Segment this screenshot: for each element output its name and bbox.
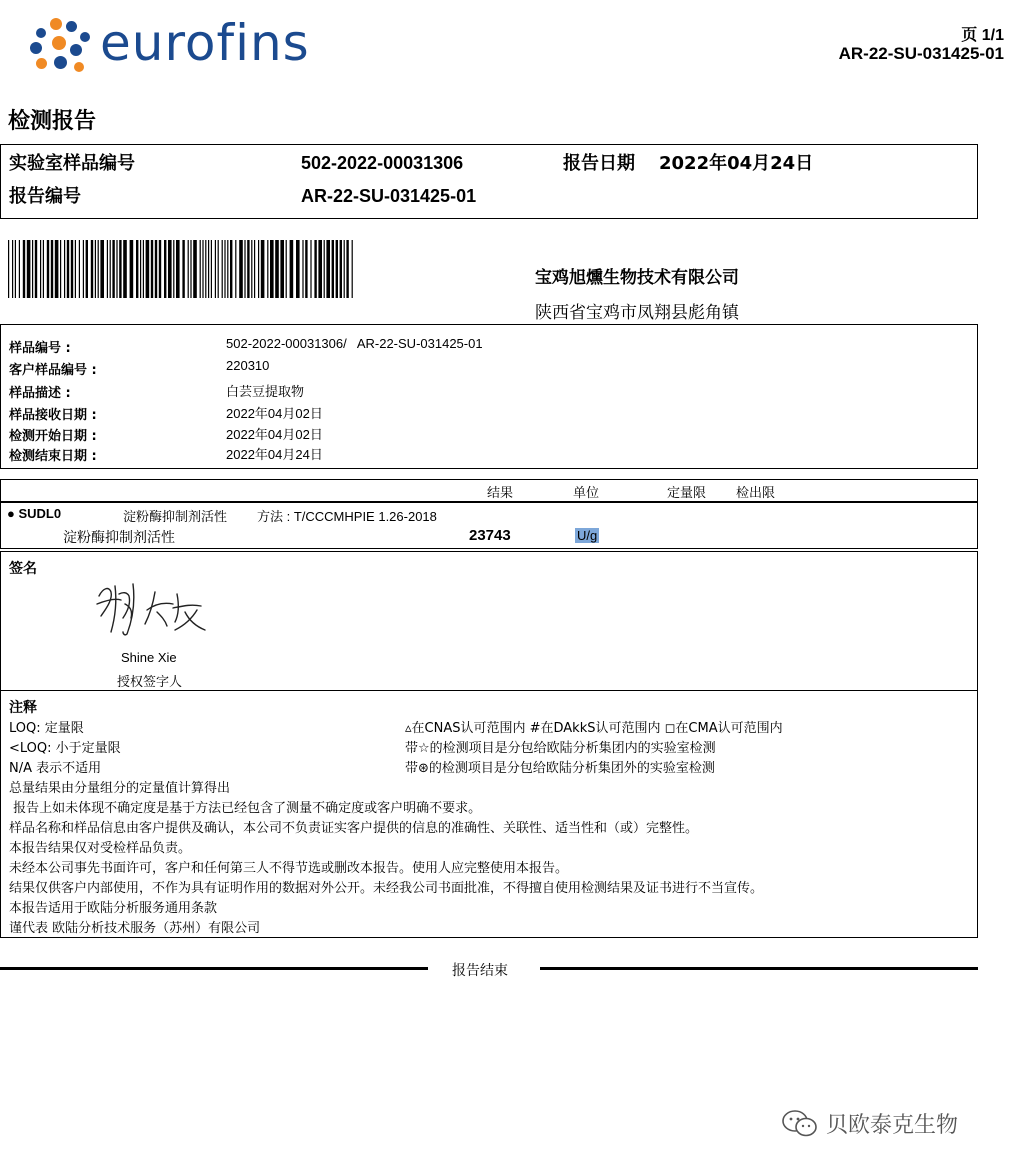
test-result: 23743: [469, 527, 511, 544]
barcode-bar: [205, 240, 206, 298]
barcode-bar: [86, 240, 88, 298]
barcode-bar: [155, 240, 157, 298]
barcode-bar: [296, 240, 300, 298]
barcode-bar: [208, 240, 209, 298]
barcode-bar: [151, 240, 153, 298]
barcode-bar: [35, 240, 37, 298]
signature-box: [0, 551, 978, 691]
barcode-bar: [15, 240, 16, 298]
results-box: [0, 502, 978, 549]
barcode-bar: [27, 240, 31, 298]
barcode-bar: [222, 240, 223, 298]
test-method: 方法 : T/CCCMHPIE 1.26-2018: [257, 509, 437, 524]
signature-image: [93, 574, 213, 640]
barcode-bar: [344, 240, 345, 298]
page-number: 页 1/1: [961, 27, 1004, 44]
barcode-bar: [23, 240, 25, 298]
sample-info-label: 检测开始日期 :: [9, 429, 97, 444]
barcode-bar: [305, 240, 307, 298]
barcode-bar: [173, 240, 174, 298]
barcode-bar: [83, 240, 84, 298]
barcode-bar: [130, 240, 134, 298]
barcode-bar: [119, 240, 121, 298]
note-line: 报告上如未体现不确定度是基于方法已经包含了测量不确定度或客户明确不要求。: [9, 801, 482, 816]
signer-name: Shine Xie: [121, 650, 177, 665]
note-scope: 带☆的检测项目是分包给欧陆分析集团内的实验室检测: [405, 741, 716, 756]
barcode-bar: [230, 240, 232, 298]
barcode-bar: [143, 240, 144, 298]
test-name: 淀粉酶抑制剂活性: [123, 510, 228, 525]
barcode-bar: [51, 240, 53, 298]
barcode-bar: [190, 240, 191, 298]
barcode-bar: [267, 240, 268, 298]
barcode-bar: [55, 240, 59, 298]
barcode-bar: [159, 240, 161, 298]
wechat-icon: [780, 1108, 820, 1140]
barcode-bar: [251, 240, 252, 298]
barcode-bar: [12, 240, 13, 298]
barcode-bar: [314, 240, 316, 298]
note-abbrev: LOQ: 定量限: [9, 721, 84, 736]
note-line: 总量结果由分量组分的定量值计算得出: [9, 781, 231, 796]
barcode-bar: [346, 240, 348, 298]
sample-info-label: 样品编号 :: [9, 341, 71, 356]
barcode-bar: [107, 240, 108, 298]
results-header-box: [0, 479, 978, 502]
barcode-bar: [40, 240, 41, 298]
test-code: ● SUDL0: [7, 506, 62, 521]
barcode-bar: [258, 240, 259, 298]
barcode-bar: [146, 240, 150, 298]
signature-heading: 签名: [9, 561, 37, 577]
end-rule-right: [540, 967, 978, 970]
sample-info-value: 2022年04月24日: [226, 447, 323, 462]
note-scope: 带⊛的检测项目是分包给欧陆分析集团外的实验室检测: [405, 761, 715, 776]
barcode-bar: [95, 240, 96, 298]
barcode-bar: [352, 240, 353, 298]
signer-role: 授权签字人: [117, 675, 183, 690]
note-abbrev: N/A 表示不适用: [9, 761, 102, 776]
barcode-bar: [310, 240, 311, 298]
barcode-bar: [211, 240, 212, 298]
barcode-bar: [318, 240, 322, 298]
barcode-bar: [275, 240, 279, 298]
barcode-bar: [215, 240, 216, 298]
col-unit: 单位: [573, 486, 600, 501]
barcode-bar: [188, 240, 189, 298]
notes-box: [0, 690, 978, 938]
notes-heading: 注释: [9, 700, 37, 716]
test-item: 淀粉酶抑制剂活性: [63, 530, 175, 546]
barcode-bar: [140, 240, 141, 298]
end-rule-left: [0, 967, 428, 970]
sample-info-value: 2022年04月02日: [226, 427, 323, 442]
sample-info-label: 客户样品编号 :: [9, 363, 97, 378]
barcode-bar: [336, 240, 338, 298]
note-line: 样品名称和样品信息由客户提供及确认，本公司不负责证实客户提供的信息的准确性、关联性、适当性和（或）完整性。: [9, 821, 699, 836]
sample-info-value: 白芸豆提取物: [226, 384, 305, 399]
barcode-bar: [193, 240, 197, 298]
barcode-bar: [79, 240, 80, 298]
note-line: 本报告结果仅对受检样品负责。: [9, 841, 192, 856]
eurofins-dots-logo-icon: [30, 18, 92, 76]
barcode-bar: [112, 240, 114, 298]
col-loq: 定量限: [667, 486, 707, 501]
client-address: 陕西省宝鸡市凤翔县彪角镇: [535, 303, 739, 323]
header-report-code: AR-22-SU-031425-01: [838, 44, 1004, 63]
barcode-bar: [98, 240, 99, 298]
sample-info-value: 2022年04月02日: [226, 406, 323, 421]
barcode-bar: [270, 240, 274, 298]
barcode-bar: [136, 240, 138, 298]
note-scope: ▵在CNAS认可范围内 #在DAkkS认可范围内 ◻在CMA认可范围内: [405, 721, 783, 736]
report-date-label: 报告日期: [563, 153, 635, 174]
sample-info-label: 样品描述 :: [9, 386, 71, 401]
barcode-bar: [60, 240, 61, 298]
barcode-bar: [32, 240, 33, 298]
barcode-bar: [67, 240, 69, 298]
barcode-icon: [8, 240, 358, 298]
barcode-bar: [116, 240, 117, 298]
barcode-bar: [8, 240, 9, 298]
eurofins-logo-text: eurofins: [100, 14, 310, 72]
barcode-bar: [261, 240, 265, 298]
barcode-bar: [326, 240, 330, 298]
barcode-bar: [71, 240, 73, 298]
barcode-bar: [91, 240, 93, 298]
report-no-value: AR-22-SU-031425-01: [301, 186, 477, 206]
sample-info-box: [0, 324, 978, 469]
col-result: 结果: [487, 486, 514, 501]
barcode-bar: [280, 240, 284, 298]
barcode-bar: [247, 240, 249, 298]
barcode-bar: [168, 240, 172, 298]
note-line: 未经本公司事先书面许可，客户和任何第三人不得节选或删改本报告。使用人应完整使用本报告。: [9, 861, 569, 876]
barcode-bar: [176, 240, 180, 298]
barcode-bar: [19, 240, 20, 298]
note-line: 结果仅供客户内部使用，不作为具有证明作用的数据对外公开。未经我公司书面批准，不得擅自使用检测结果及证书进行不当宣传。: [9, 881, 764, 896]
report-no-label: 报告编号: [9, 186, 81, 207]
barcode-bar: [227, 240, 228, 298]
barcode-bar: [182, 240, 184, 298]
barcode-bar: [43, 240, 44, 298]
barcode-bar: [332, 240, 334, 298]
barcode-bar: [244, 240, 245, 298]
barcode-bar: [123, 240, 127, 298]
barcode-bar: [218, 240, 219, 298]
sample-info-value: 220310: [226, 358, 270, 373]
barcode-bar: [324, 240, 325, 298]
barcode-bar: [110, 240, 111, 298]
barcode-bar: [75, 240, 76, 298]
sample-info-value: 502-2022-00031306/ AR-22-SU-031425-01: [226, 336, 483, 351]
note-abbrev: <LOQ: 小于定量限: [9, 741, 121, 756]
barcode-bar: [254, 240, 255, 298]
test-unit: U/g: [577, 528, 598, 543]
report-date-value: 2022年04月24日: [659, 153, 814, 174]
barcode-bar: [200, 240, 201, 298]
note-line: 谨代表 欧陆分析技术服务（苏州）有限公司: [9, 921, 261, 936]
sample-info-label: 检测结束日期 :: [9, 449, 97, 464]
barcode-bar: [47, 240, 49, 298]
barcode-bar: [164, 240, 166, 298]
watermark-text: 贝欧泰克生物: [826, 1113, 959, 1138]
barcode-bar: [64, 240, 65, 298]
note-line: 本报告适用于欧陆分析服务通用条款: [9, 901, 218, 916]
end-text: 报告结束: [452, 963, 508, 979]
document-title: 检测报告: [8, 109, 97, 134]
lab-sample-label: 实验室样品编号: [9, 153, 135, 174]
lab-sample-value: 502-2022-00031306: [301, 153, 464, 173]
client-company: 宝鸡旭燻生物技术有限公司: [535, 268, 739, 288]
barcode-bar: [286, 240, 287, 298]
barcode-bar: [302, 240, 303, 298]
barcode-bar: [224, 240, 225, 298]
sample-info-label: 样品接收日期 :: [9, 408, 97, 423]
barcode-bar: [235, 240, 236, 298]
barcode-bar: [239, 240, 243, 298]
barcode-bar: [290, 240, 294, 298]
barcode-bar: [100, 240, 104, 298]
barcode-bar: [202, 240, 203, 298]
report-id-box: [0, 144, 978, 219]
col-lod: 检出限: [736, 486, 776, 501]
barcode-bar: [340, 240, 342, 298]
